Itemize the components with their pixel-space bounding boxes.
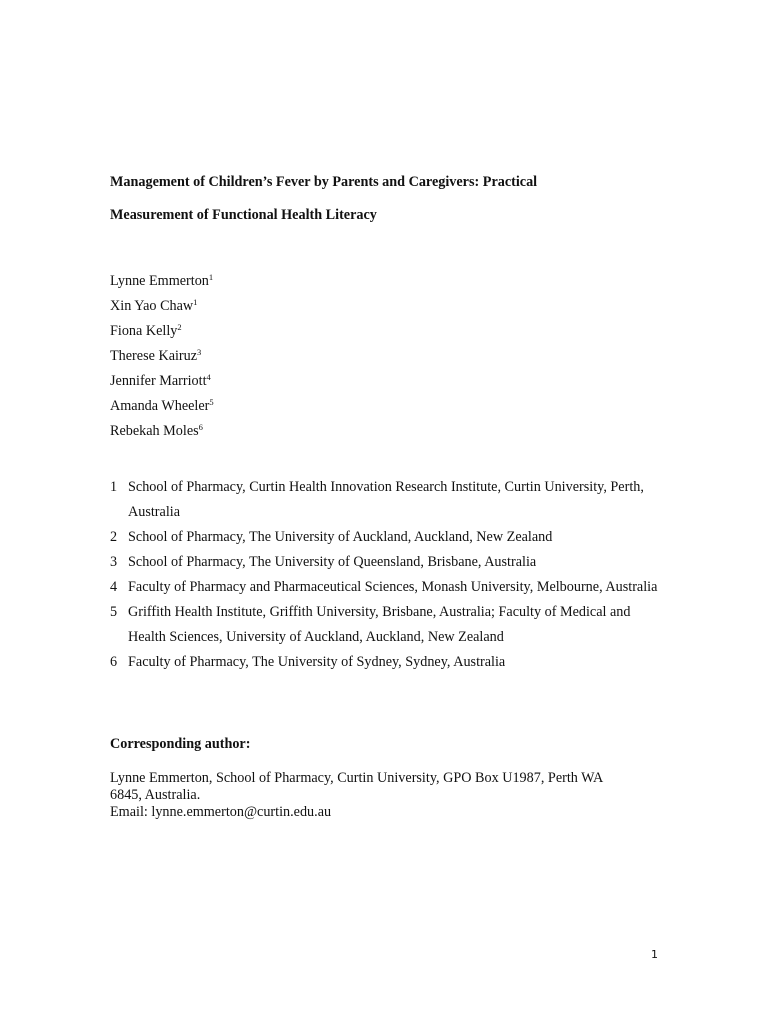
affiliation-item <box>110 600 670 650</box>
author-name: Amanda Wheeler <box>110 398 210 414</box>
author-name: Rebekah Moles <box>110 423 199 439</box>
corresponding-address-line-1: Lynne Emmerton, School of Pharmacy, Curtin University, GPO Box U1987, Perth WA <box>110 770 604 786</box>
corresponding-author-heading: Corresponding author: <box>110 736 251 752</box>
author-name: Lynne Emmerton <box>110 273 209 289</box>
affiliation-item <box>110 475 670 525</box>
corresponding-address-line-2: 6845, Australia. <box>110 787 201 803</box>
author-list <box>110 272 610 447</box>
author-item <box>110 272 610 297</box>
author-affiliation-marker: 6 <box>198 422 203 432</box>
author-affiliation-marker: 3 <box>197 347 202 357</box>
affiliation-text: Faculty of Pharmacy, The University of Sydney, Sydney, Australia <box>128 654 506 670</box>
corresponding-author-details <box>110 770 670 821</box>
author-item <box>110 347 610 372</box>
affiliation-list <box>110 475 670 675</box>
affiliation-text: Faculty of Pharmacy and Pharmaceutical Sciences, Monash University, Melbourne, Australia <box>128 579 658 595</box>
corresponding-email: Email: lynne.emmerton@curtin.edu.au <box>110 804 332 820</box>
author-affiliation-marker: 5 <box>209 397 214 407</box>
affiliation-text: School of Pharmacy, The University of Auckland, Auckland, New Zealand <box>128 529 553 545</box>
author-item <box>110 372 610 397</box>
affiliation-text: School of Pharmacy, The University of Queensland, Brisbane, Australia <box>128 554 537 570</box>
affiliation-item <box>110 575 670 600</box>
author-item <box>110 397 610 422</box>
page-number: 1 <box>651 948 658 961</box>
author-affiliation-marker: 4 <box>206 372 211 382</box>
author-affiliation-marker: 2 <box>177 322 182 332</box>
author-affiliation-marker: 1 <box>193 297 198 307</box>
author-affiliation-marker: 1 <box>208 272 214 282</box>
author-item <box>110 297 610 322</box>
paper-title-line-1: Management of Children’s Fever by Parents and Caregivers: Practical <box>110 174 538 190</box>
affiliation-number: 3 <box>110 554 118 570</box>
affiliation-text: School of Pharmacy, Curtin Health Innovation Research Institute, Curtin University, Perth, Australia <box>128 479 644 520</box>
affiliation-item <box>110 550 670 575</box>
affiliation-number: 4 <box>110 579 118 595</box>
affiliation-item <box>110 525 670 550</box>
author-name: Xin Yao Chaw <box>110 298 194 314</box>
affiliation-number: 5 <box>110 604 118 620</box>
affiliation-item <box>110 650 670 675</box>
affiliation-text: Griffith Health Institute, Griffith University, Brisbane, Australia; Faculty of Medical and Health Sciences, University of Auckland, Auckland, New Zealand <box>128 604 631 645</box>
author-name: Jennifer Marriott <box>110 373 207 389</box>
paper-title-line-2: Measurement of Functional Health Literacy <box>110 207 377 223</box>
author-name: Fiona Kelly <box>110 323 178 339</box>
affiliation-number: 1 <box>110 479 118 495</box>
author-name: Therese Kairuz <box>110 348 198 364</box>
affiliation-number: 6 <box>110 654 118 670</box>
affiliation-number: 2 <box>110 529 118 545</box>
author-item <box>110 422 610 447</box>
author-item <box>110 322 610 347</box>
